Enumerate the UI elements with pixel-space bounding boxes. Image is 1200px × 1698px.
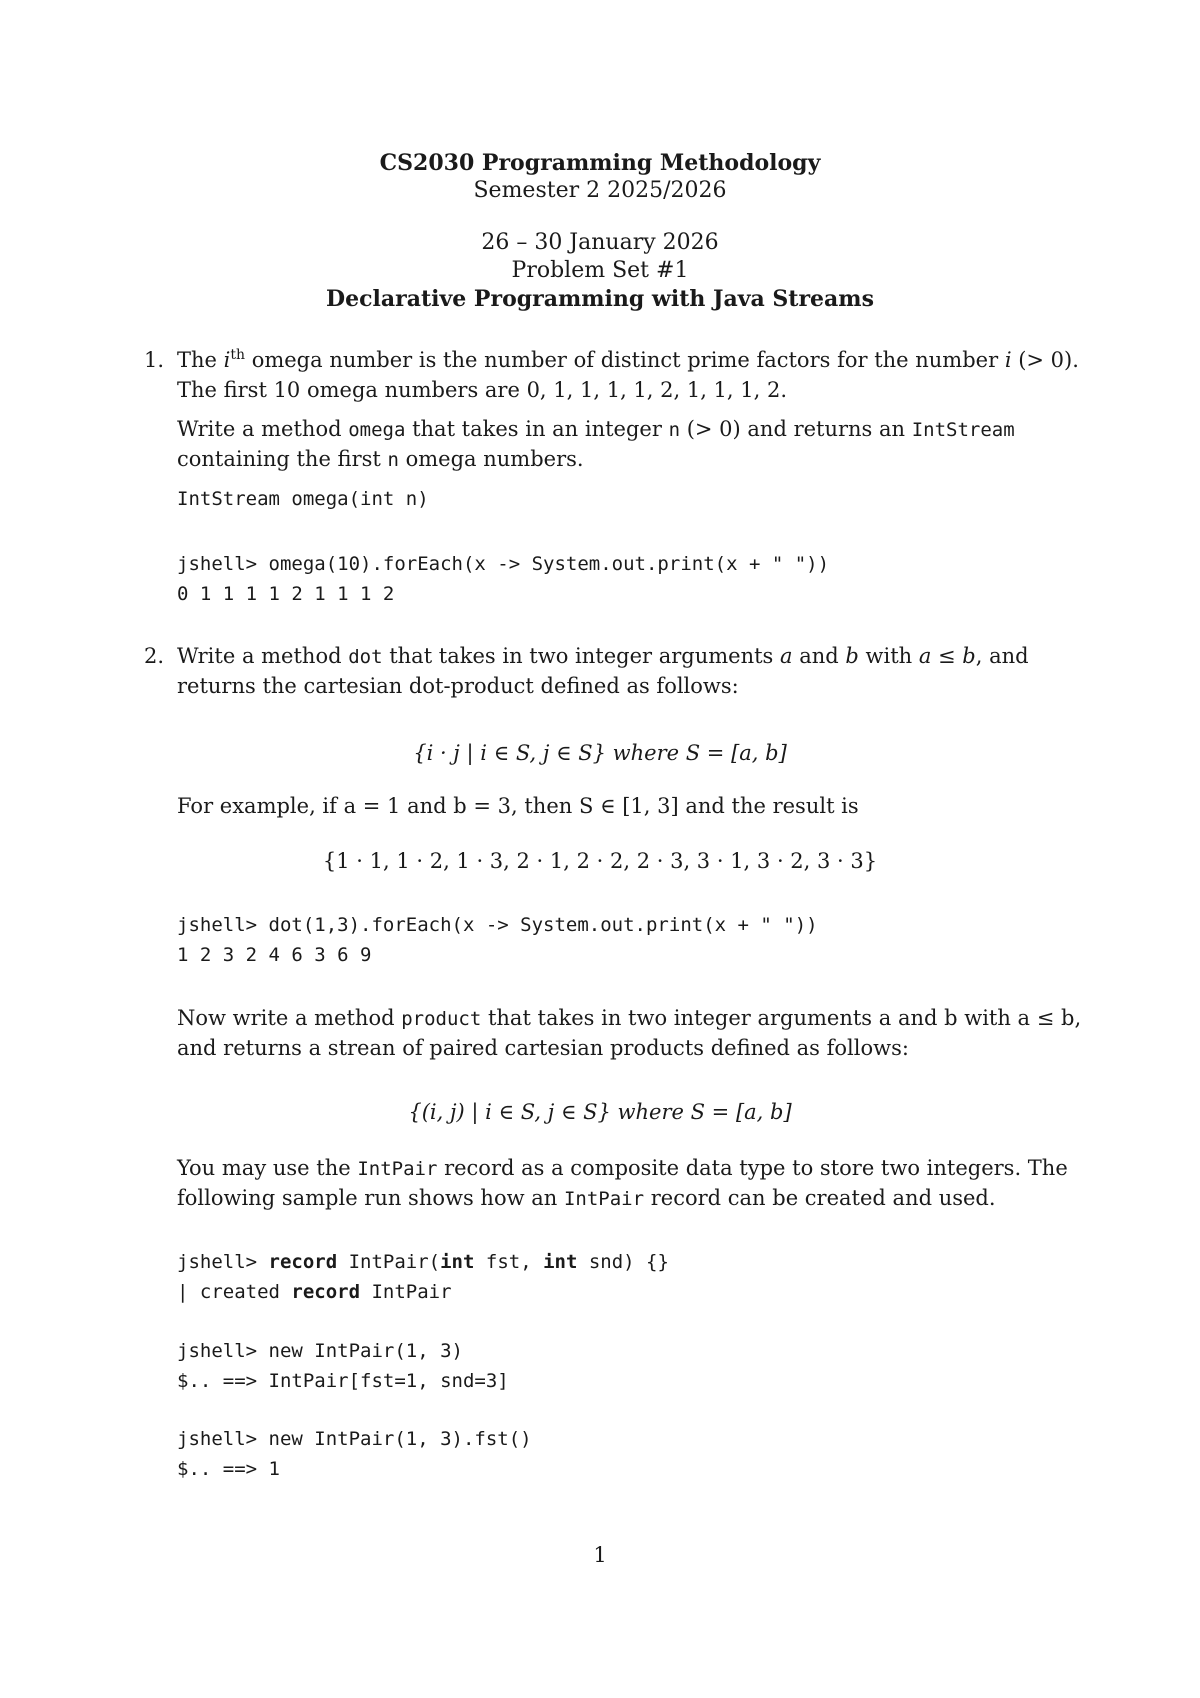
q1-line3: [177, 414, 1015, 445]
q1-jshell-command: jshell> omega(10).forEach(x -> System.out.print(x + " ")): [177, 553, 830, 575]
q2-text: that takes in two integer arguments a and b with a ≤ b,: [481, 1006, 1082, 1030]
q2-jshell-fst-output: $.. ==> 1: [177, 1458, 280, 1480]
topic-title: Declarative Programming with Java Streams: [326, 286, 874, 312]
q2-var-b: b: [845, 644, 859, 668]
q2-text: and: [792, 644, 846, 668]
q2-number: 2.: [144, 644, 165, 668]
q1-text: The: [177, 348, 224, 372]
q1-line4: [177, 444, 584, 475]
q2-condition: a ≤ b: [918, 644, 976, 668]
q2-formula-dot: {i · j | i ∈ S, j ∈ S} where S = [a, b]: [413, 741, 787, 765]
q2-jshell-record-output: [177, 1277, 452, 1307]
q2-text: Now write a method: [177, 1006, 402, 1030]
code-text: fst,: [474, 1251, 544, 1273]
q1-text: omega numbers.: [398, 447, 584, 471]
q1-code: n: [668, 419, 681, 441]
q1-text: Write a method: [177, 417, 349, 441]
q2-jshell-command: jshell> dot(1,3).forEach(x -> System.out.print(x + " ")): [177, 914, 818, 936]
q2-text: following sample run shows how an: [177, 1186, 564, 1210]
q2-text: , and: [975, 644, 1029, 668]
jshell-prompt: jshell>: [177, 1251, 269, 1273]
q2-jshell-fst: jshell> new IntPair(1, 3).fst(): [177, 1428, 532, 1450]
q2-text: record as a composite data type to store two integers. The: [437, 1156, 1068, 1180]
q2-text: You may use the: [177, 1156, 358, 1180]
page-number: 1: [593, 1543, 607, 1567]
q2-var-a: a: [780, 644, 793, 668]
q2-code: product: [401, 1008, 482, 1030]
course-title: CS2030 Programming Methodology: [379, 150, 821, 176]
code-text: IntPair(: [337, 1251, 441, 1273]
q1-sup-th: th: [230, 347, 246, 363]
q2-line3: [177, 1003, 1081, 1034]
q1-var-i: i: [223, 348, 231, 372]
semester: Semester 2 2025/2026: [473, 178, 727, 203]
q2-code: dot: [348, 646, 383, 668]
q1-line2: The first 10 omega numbers are 0, 1, 1, 1, 1, 2, 1, 1, 1, 2.: [177, 378, 788, 402]
problem-set: Problem Set #1: [511, 258, 689, 283]
q1-line1: [177, 345, 1079, 375]
q1-jshell-output: 0 1 1 1 1 2 1 1 1 2: [177, 583, 395, 605]
q2-jshell-new-output: $.. ==> IntPair[fst=1, snd=3]: [177, 1370, 509, 1392]
keyword: record: [268, 1251, 338, 1273]
q1-number: 1.: [144, 348, 165, 372]
q1-code: n: [387, 449, 399, 471]
q1-text: (> 0) and returns an: [680, 417, 912, 441]
q2-line1: [177, 641, 1029, 672]
q1-var-i: i: [1004, 348, 1012, 372]
q2-jshell-new: jshell> new IntPair(1, 3): [177, 1340, 463, 1362]
q2-formula-product: {(i, j) | i ∈ S, j ∈ S} where S = [a, b]: [408, 1100, 792, 1124]
q1-signature: IntStream omega(int n): [177, 488, 429, 510]
keyword: int: [440, 1251, 475, 1273]
q2-formula-example: {1 · 1, 1 · 2, 1 · 3, 2 · 1, 2 · 2, 2 · 3, 3 · 1, 3 · 2, 3 · 3}: [322, 849, 878, 873]
keyword: record: [291, 1281, 361, 1303]
q2-text: that takes in two integer arguments: [382, 644, 780, 668]
q1-text: (> 0).: [1011, 348, 1079, 372]
q2-line2: returns the cartesian dot-product defined as follows:: [177, 674, 739, 698]
q1-code: omega: [348, 419, 406, 441]
q1-text: containing the first: [177, 447, 388, 471]
q2-jshell-record: [177, 1247, 669, 1277]
dates: 26 – 30 January 2026: [481, 230, 719, 255]
q2-line6: [177, 1183, 996, 1214]
q2-line5: [177, 1153, 1068, 1184]
q2-text: with: [858, 644, 919, 668]
q1-code: IntStream: [911, 419, 1015, 441]
q1-text: omega number is the number of distinct prime factors for the number: [245, 348, 1005, 372]
code-text: | created: [177, 1281, 292, 1303]
q2-text: Write a method: [177, 644, 349, 668]
q2-code: IntPair: [563, 1188, 645, 1210]
q2-example: For example, if a = 1 and b = 3, then S ∈ [1, 3] and the result is: [177, 794, 859, 818]
code-text: snd) {}: [577, 1251, 669, 1273]
keyword: int: [543, 1251, 578, 1273]
q2-line4: and returns a strean of paired cartesian products defined as follows:: [177, 1036, 909, 1060]
q1-text: that takes in an integer: [405, 417, 669, 441]
code-text: IntPair: [360, 1281, 452, 1303]
q2-text: record can be created and used.: [644, 1186, 996, 1210]
q2-code: IntPair: [357, 1158, 438, 1180]
q2-jshell-output: 1 2 3 2 4 6 3 6 9: [177, 944, 372, 966]
